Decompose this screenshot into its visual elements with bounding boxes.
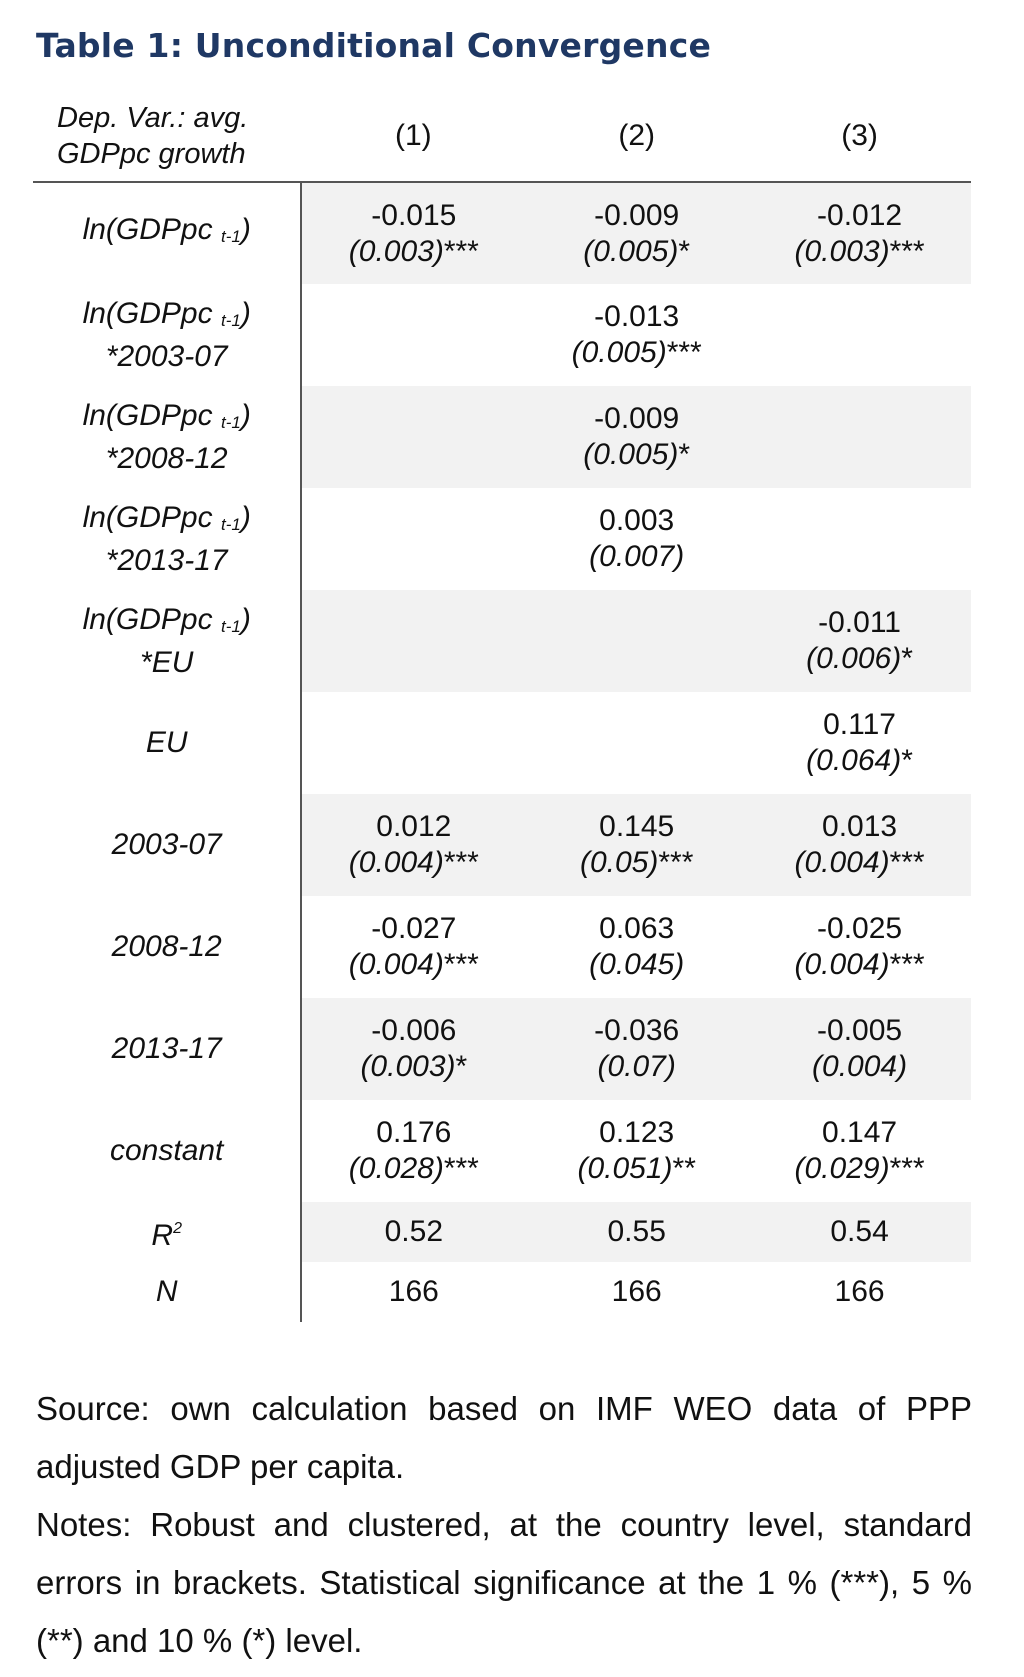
coefficient-value: 0.117 xyxy=(823,708,896,741)
standard-error: (0.005) xyxy=(571,336,667,369)
coefficient-cell xyxy=(301,284,525,386)
r-squared-row xyxy=(33,1202,971,1262)
dep-var-line2: GDPpc growth xyxy=(57,137,246,170)
table-row xyxy=(33,386,971,488)
coefficient-cell xyxy=(748,284,971,386)
coefficient-cell xyxy=(525,998,748,1100)
observations-label: N xyxy=(33,1262,301,1322)
coefficient-value: -0.006 xyxy=(371,1014,457,1047)
row-label xyxy=(33,182,301,284)
row-label-main: ln(GDPpc xyxy=(82,296,213,330)
standard-error: (0.004) xyxy=(794,948,890,981)
standard-error-line xyxy=(525,335,748,371)
coefficient-cell xyxy=(525,182,748,284)
row-label-main: EU xyxy=(145,726,188,759)
dependent-variable-header xyxy=(33,90,301,182)
coefficient-value: 0.145 xyxy=(599,810,675,843)
significance-stars: * xyxy=(455,1050,468,1083)
row-label-main: ln(GDPpc xyxy=(82,602,213,636)
row-label-line1 xyxy=(33,929,300,965)
significance-stars: * xyxy=(901,744,913,777)
significance-stars: *** xyxy=(443,234,479,268)
standard-error: (0.051) xyxy=(577,1152,673,1185)
column-header-3: (3) xyxy=(748,90,971,182)
table-row xyxy=(33,794,971,896)
coefficient-cell xyxy=(525,794,748,896)
row-label-main: ln(GDPpc xyxy=(82,398,213,432)
row-label-line1 xyxy=(33,296,300,339)
regression-table xyxy=(33,90,971,1322)
significance-stars: *** xyxy=(443,1152,479,1185)
coefficient-cell xyxy=(525,1100,748,1202)
table-title: Table 1: Unconditional Convergence xyxy=(36,26,712,65)
table-row xyxy=(33,284,971,386)
row-label-main: 2003-07 xyxy=(111,828,222,861)
coefficient-cell xyxy=(525,386,748,488)
row-label-subscript: t-1 xyxy=(220,227,241,246)
standard-error: (0.045) xyxy=(589,948,685,981)
row-label xyxy=(33,692,301,794)
r-squared-value: 0.55 xyxy=(525,1202,748,1262)
coefficient-cell xyxy=(748,1100,971,1202)
significance-stars: *** xyxy=(443,948,479,981)
r-squared-value: 0.54 xyxy=(748,1202,971,1262)
row-label xyxy=(33,488,301,590)
significance-stars: * xyxy=(678,234,691,268)
observations-row xyxy=(33,1262,971,1322)
r-squared-label xyxy=(33,1202,301,1262)
coefficient-value: 0.123 xyxy=(599,1116,675,1149)
significance-stars: ** xyxy=(672,1152,696,1185)
significance-stars: *** xyxy=(889,948,925,981)
row-label xyxy=(33,386,301,488)
coefficient-cell xyxy=(748,182,971,284)
standard-error-line xyxy=(748,845,971,881)
row-label xyxy=(33,794,301,896)
row-label-close: ) xyxy=(240,398,251,432)
row-label-subscript: t-1 xyxy=(220,514,241,534)
coefficient-value: 0.147 xyxy=(822,1116,898,1149)
standard-error: (0.003) xyxy=(348,234,444,268)
row-label-line2: *2013-17 xyxy=(105,543,228,577)
coefficient-value: -0.036 xyxy=(594,1014,680,1047)
row-label-line1 xyxy=(33,725,300,761)
header-row xyxy=(33,90,971,182)
coefficient-cell xyxy=(301,896,525,998)
standard-error: (0.006) xyxy=(806,642,902,675)
row-label-line1 xyxy=(33,1133,300,1169)
table-row xyxy=(33,896,971,998)
significance-stars: *** xyxy=(666,336,702,369)
table-body xyxy=(33,182,971,1322)
coefficient-cell xyxy=(748,998,971,1100)
dep-var-line1: Dep. Var.: avg. xyxy=(57,101,249,134)
column-header-1: (1) xyxy=(301,90,525,182)
row-label-main: ln(GDPpc xyxy=(82,500,213,534)
coefficient-cell xyxy=(301,182,525,284)
coefficient-value: -0.015 xyxy=(371,198,457,232)
row-label-line1 xyxy=(33,827,300,863)
coefficient-value: 0.176 xyxy=(376,1116,452,1149)
coefficient-cell xyxy=(301,692,525,794)
row-label-subscript: t-1 xyxy=(220,310,241,330)
standard-error-line xyxy=(525,234,748,270)
standard-error-line xyxy=(525,1151,748,1187)
standard-error-line xyxy=(302,947,525,983)
standard-error-line xyxy=(748,947,971,983)
coefficient-cell xyxy=(525,284,748,386)
coefficient-cell xyxy=(301,590,525,692)
column-header-2: (2) xyxy=(525,90,748,182)
observations-value: 166 xyxy=(388,1275,439,1308)
r-squared-superscript: 2 xyxy=(173,1219,182,1237)
row-label-close: ) xyxy=(240,500,251,534)
significance-stars: *** xyxy=(889,1152,925,1185)
table-row xyxy=(33,998,971,1100)
coefficient-cell xyxy=(748,794,971,896)
coefficient-cell xyxy=(301,998,525,1100)
coefficient-cell xyxy=(748,488,971,590)
standard-error: (0.028) xyxy=(348,1152,444,1185)
standard-error-line xyxy=(748,743,971,779)
coefficient-value: -0.009 xyxy=(594,402,680,435)
row-label xyxy=(33,1100,301,1202)
significance-stars: *** xyxy=(889,234,925,268)
row-label-line2: *EU xyxy=(140,645,194,679)
row-label-line1 xyxy=(33,602,300,645)
standard-error-line xyxy=(525,947,748,983)
standard-error: (0.004) xyxy=(794,846,890,879)
standard-error-line xyxy=(748,1049,971,1085)
row-label xyxy=(33,896,301,998)
row-label-subscript: t-1 xyxy=(220,412,241,432)
coefficient-cell xyxy=(301,794,525,896)
coefficient-value: -0.009 xyxy=(594,198,680,232)
standard-error: (0.004) xyxy=(348,948,444,981)
coefficient-cell xyxy=(525,488,748,590)
row-label-main: 2013-17 xyxy=(111,1032,222,1065)
row-label-main: 2008-12 xyxy=(111,930,222,963)
row-label-line1 xyxy=(33,212,300,255)
table-row xyxy=(33,488,971,590)
table-row xyxy=(33,182,971,284)
standard-error-line xyxy=(525,845,748,881)
standard-error: (0.004) xyxy=(812,1050,908,1083)
coefficient-value: -0.012 xyxy=(817,198,903,232)
source-note: Source: own calculation based on IMF WEO data of PPP adjusted GDP per capita. xyxy=(36,1390,972,1485)
standard-error-line xyxy=(302,845,525,881)
coefficient-cell xyxy=(301,386,525,488)
table-row xyxy=(33,590,971,692)
significance-stars: * xyxy=(901,642,913,675)
significance-stars: *** xyxy=(889,846,925,879)
row-label-line2: *2008-12 xyxy=(105,441,228,475)
standard-error-line xyxy=(302,1151,525,1187)
row-label-main: constant xyxy=(109,1134,224,1167)
standard-error: (0.064) xyxy=(806,744,902,777)
standard-error-line xyxy=(302,1049,525,1085)
standard-error: (0.004) xyxy=(348,846,444,879)
coefficient-value: 0.003 xyxy=(599,504,675,537)
standard-error: (0.05) xyxy=(579,846,659,879)
row-label-line1 xyxy=(33,398,300,441)
row-label-subscript: t-1 xyxy=(220,616,241,636)
standard-error-line xyxy=(302,234,525,270)
r-squared-symbol: R xyxy=(151,1218,174,1252)
significance-stars: * xyxy=(678,438,691,471)
coefficient-value: -0.027 xyxy=(371,912,457,945)
table-notes xyxy=(36,1380,972,1670)
standard-error: (0.003) xyxy=(794,234,890,268)
standard-error: (0.029) xyxy=(794,1152,890,1185)
coefficient-value: 0.063 xyxy=(599,912,675,945)
coefficient-cell xyxy=(525,896,748,998)
coefficient-value: -0.005 xyxy=(817,1014,903,1047)
coefficient-cell xyxy=(748,692,971,794)
standard-error: (0.003) xyxy=(360,1050,456,1083)
table-row xyxy=(33,692,971,794)
significance-note: Notes: Robust and clustered, at the country level, standard errors in brackets. Statistical significance at the 1 % (***), 5 % (**) and 10 % (*) level. xyxy=(36,1506,972,1659)
observations-value: 166 xyxy=(611,1275,662,1308)
standard-error-line xyxy=(748,641,971,677)
row-label-line2: *2003-07 xyxy=(105,339,228,373)
standard-error: (0.007) xyxy=(589,540,685,573)
significance-stars: *** xyxy=(443,846,479,879)
table-row xyxy=(33,1100,971,1202)
row-label-line1 xyxy=(33,1031,300,1067)
coefficient-cell xyxy=(748,386,971,488)
coefficient-value: 0.012 xyxy=(376,810,452,843)
standard-error: (0.005) xyxy=(583,234,679,268)
standard-error-line xyxy=(748,1151,971,1187)
coefficient-cell xyxy=(748,590,971,692)
coefficient-cell xyxy=(301,1100,525,1202)
standard-error-line xyxy=(748,234,971,270)
standard-error-line xyxy=(525,539,748,575)
row-label-main: ln(GDPpc xyxy=(82,213,213,246)
coefficient-value: -0.011 xyxy=(818,606,901,639)
coefficient-cell xyxy=(748,896,971,998)
coefficient-value: -0.013 xyxy=(594,300,680,333)
standard-error: (0.005) xyxy=(583,438,679,471)
standard-error: (0.07) xyxy=(597,1050,676,1083)
row-label-close: ) xyxy=(240,602,251,636)
row-label xyxy=(33,998,301,1100)
standard-error-line xyxy=(525,437,748,473)
coefficient-value: -0.025 xyxy=(817,912,903,945)
coefficient-value: 0.013 xyxy=(822,810,898,843)
observations-value: 166 xyxy=(834,1275,885,1308)
row-label xyxy=(33,284,301,386)
row-label-close: ) xyxy=(240,296,251,330)
coefficient-cell xyxy=(525,590,748,692)
row-label xyxy=(33,590,301,692)
coefficient-cell xyxy=(301,488,525,590)
row-label-close: ) xyxy=(240,213,251,246)
coefficient-cell xyxy=(525,692,748,794)
standard-error-line xyxy=(525,1049,748,1085)
row-label-line1 xyxy=(33,500,300,543)
significance-stars: *** xyxy=(658,846,694,879)
r-squared-value: 0.52 xyxy=(301,1202,525,1262)
